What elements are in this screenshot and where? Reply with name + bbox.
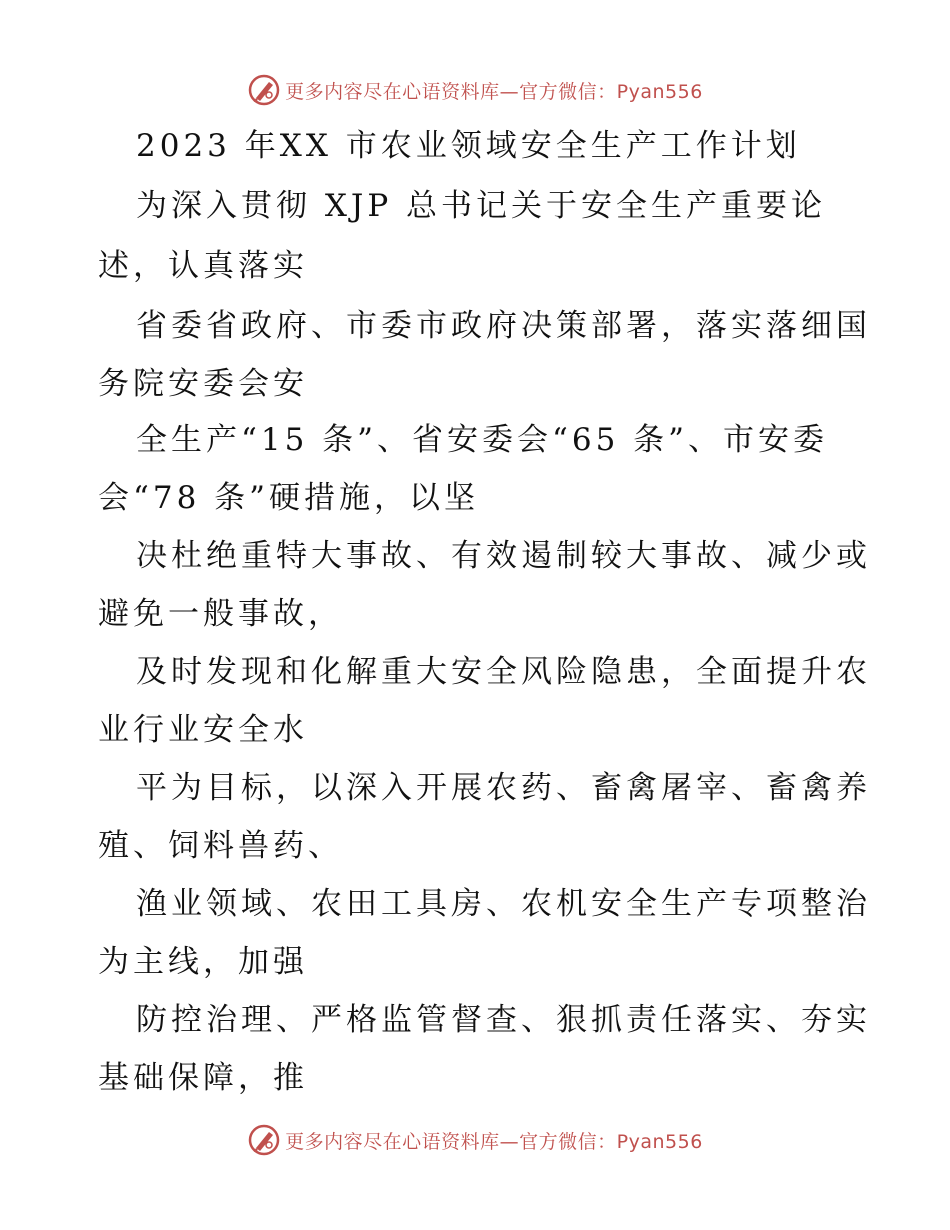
pen-logo-icon: [247, 73, 281, 107]
document-title: 2023 年XX 市农业领域安全生产工作计划: [136, 128, 801, 164]
paragraph-line: 为深入贯彻 XJP 总书记关于安全生产重要论: [136, 188, 827, 224]
paragraph-line: 全生产“15 条”、省安委会“65 条”、市安委: [136, 422, 828, 458]
paragraph-line: 渔业领域、农田工具房、农机安全生产专项整治: [136, 886, 871, 922]
header-watermark-text: 更多内容尽在心语资料库—官方微信：Pyan556: [285, 80, 703, 103]
paragraph-line: 避免一般事故，: [98, 596, 343, 632]
paragraph-line: 会“78 条”硬措施，以坚: [98, 480, 479, 516]
paragraph-line: 及时发现和化解重大安全风险隐患，全面提升农: [136, 654, 871, 690]
footer-watermark: [0, 1120, 950, 1160]
paragraph-line: 务院安委会安: [98, 366, 308, 402]
paragraph-line: 防控治理、严格监管督查、狠抓责任落实、夯实: [136, 1002, 871, 1038]
paragraph-line: 业行业安全水: [98, 712, 308, 748]
paragraph-line: 殖、饲料兽药、: [98, 828, 343, 864]
pen-logo-icon: [247, 1123, 281, 1157]
footer-watermark-text: 更多内容尽在心语资料库—官方微信：Pyan556: [285, 1130, 703, 1153]
paragraph-line: 决杜绝重特大事故、有效遏制较大事故、减少或: [136, 538, 871, 574]
paragraph-line: 平为目标，以深入开展农药、畜禽屠宰、畜禽养: [136, 770, 871, 806]
paragraph-line: 省委省政府、市委市政府决策部署，落实落细国: [136, 308, 871, 344]
paragraph-line: 述，认真落实: [98, 248, 308, 284]
paragraph-line: 为主线，加强: [98, 944, 308, 980]
header-watermark: [0, 70, 950, 110]
paragraph-line: 基础保障，推: [98, 1060, 308, 1096]
